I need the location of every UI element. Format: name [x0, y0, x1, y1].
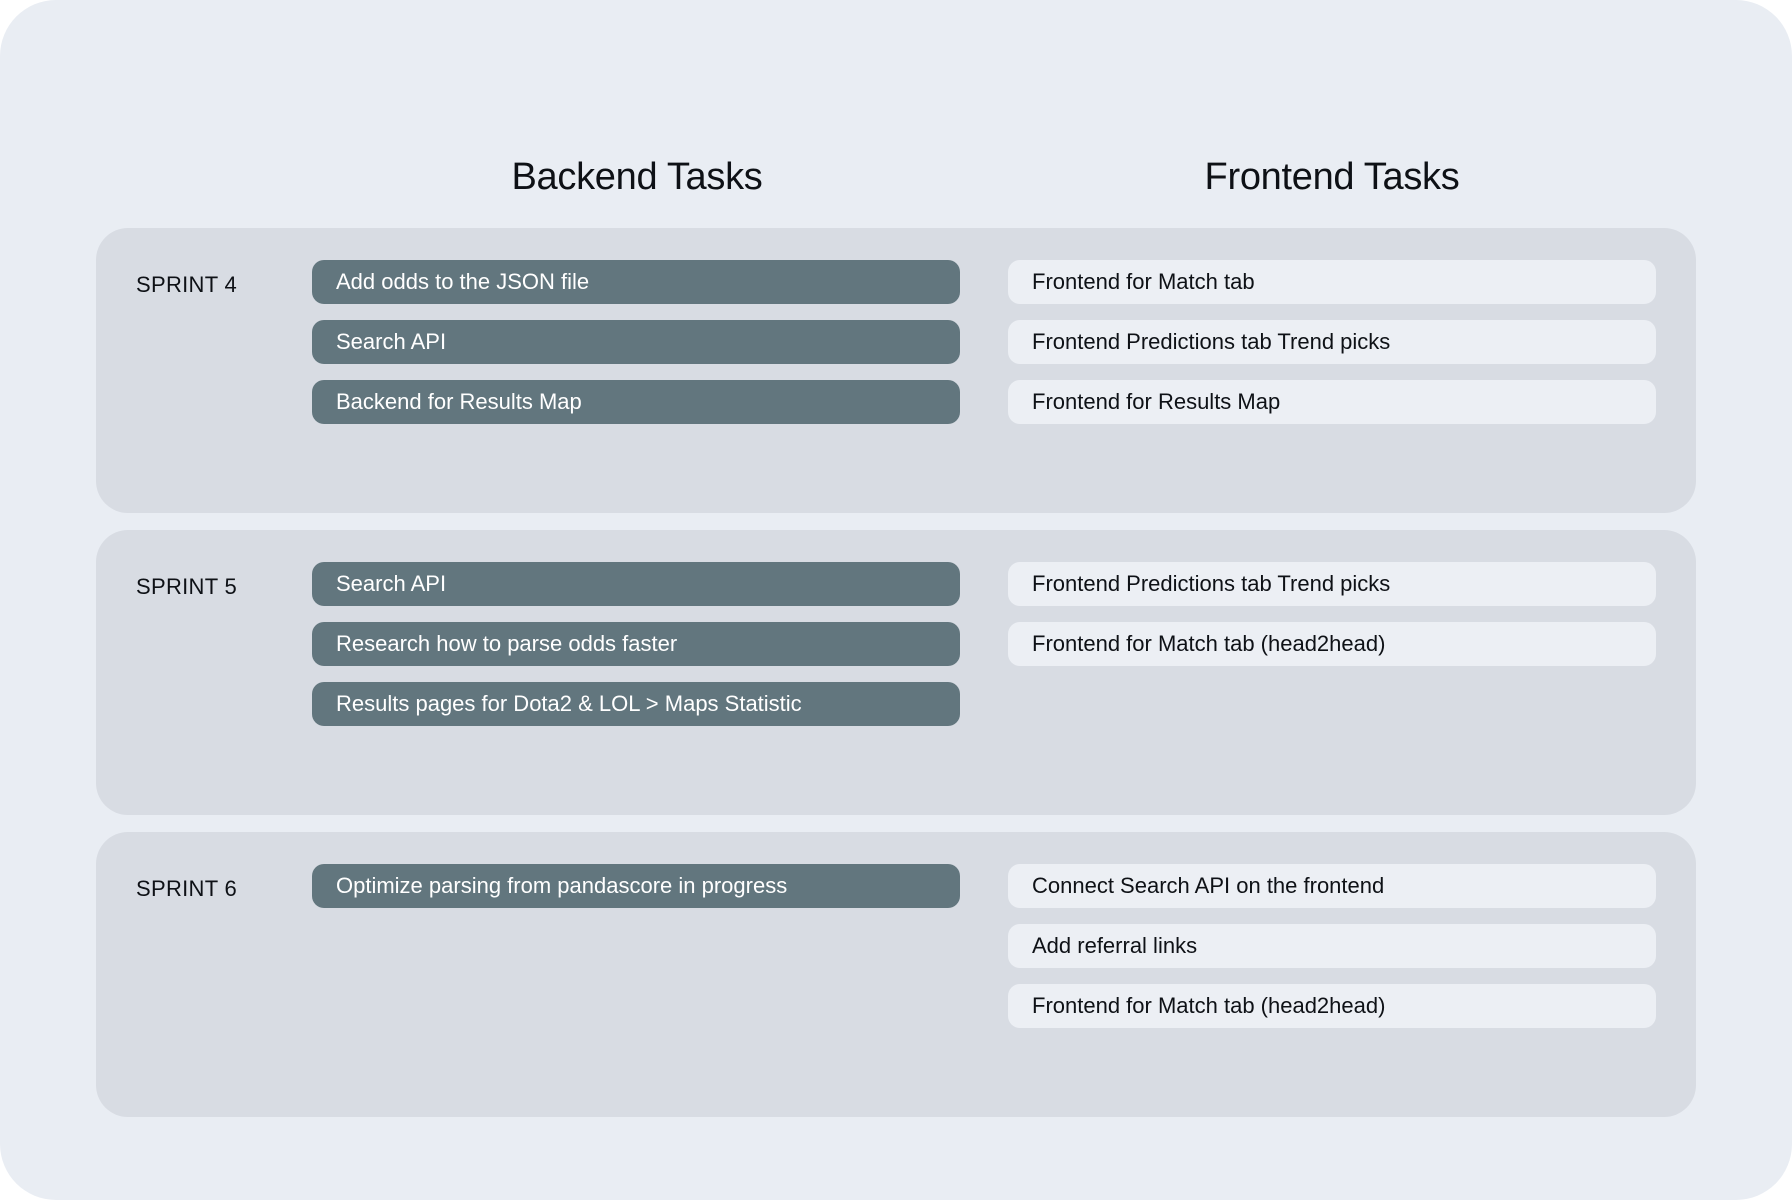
frontend-task[interactable]: Frontend for Results Map	[1008, 380, 1656, 424]
backend-task[interactable]: Search API	[312, 562, 960, 606]
frontend-task[interactable]: Frontend for Match tab (head2head)	[1008, 984, 1656, 1028]
frontend-task[interactable]: Add referral links	[1008, 924, 1656, 968]
backend-task[interactable]: Results pages for Dota2 & LOL > Maps Statistic	[312, 682, 960, 726]
frontend-task[interactable]: Frontend for Match tab	[1008, 260, 1656, 304]
backend-task[interactable]: Search API	[312, 320, 960, 364]
frontend-task[interactable]: Frontend for Match tab (head2head)	[1008, 622, 1656, 666]
sprint-label: SPRINT 4	[136, 272, 238, 297]
backend-column-header: Backend Tasks	[511, 156, 763, 198]
sprint-panel-5	[96, 530, 1696, 815]
sprint-panel-4	[96, 228, 1696, 513]
frontend-task[interactable]: Frontend Predictions tab Trend picks	[1008, 562, 1656, 606]
backend-task[interactable]: Backend for Results Map	[312, 380, 960, 424]
backend-task[interactable]: Add odds to the JSON file	[312, 260, 960, 304]
frontend-column-header: Frontend Tasks	[1204, 156, 1460, 198]
frontend-task[interactable]: Frontend Predictions tab Trend picks	[1008, 320, 1656, 364]
backend-task[interactable]: Optimize parsing from pandascore in progress	[312, 864, 960, 908]
sprint-label: SPRINT 6	[136, 876, 238, 901]
frontend-task[interactable]: Connect Search API on the frontend	[1008, 864, 1656, 908]
backend-task[interactable]: Research how to parse odds faster	[312, 622, 960, 666]
sprint-label: SPRINT 5	[136, 574, 238, 599]
sprint-panel-6	[96, 832, 1696, 1117]
